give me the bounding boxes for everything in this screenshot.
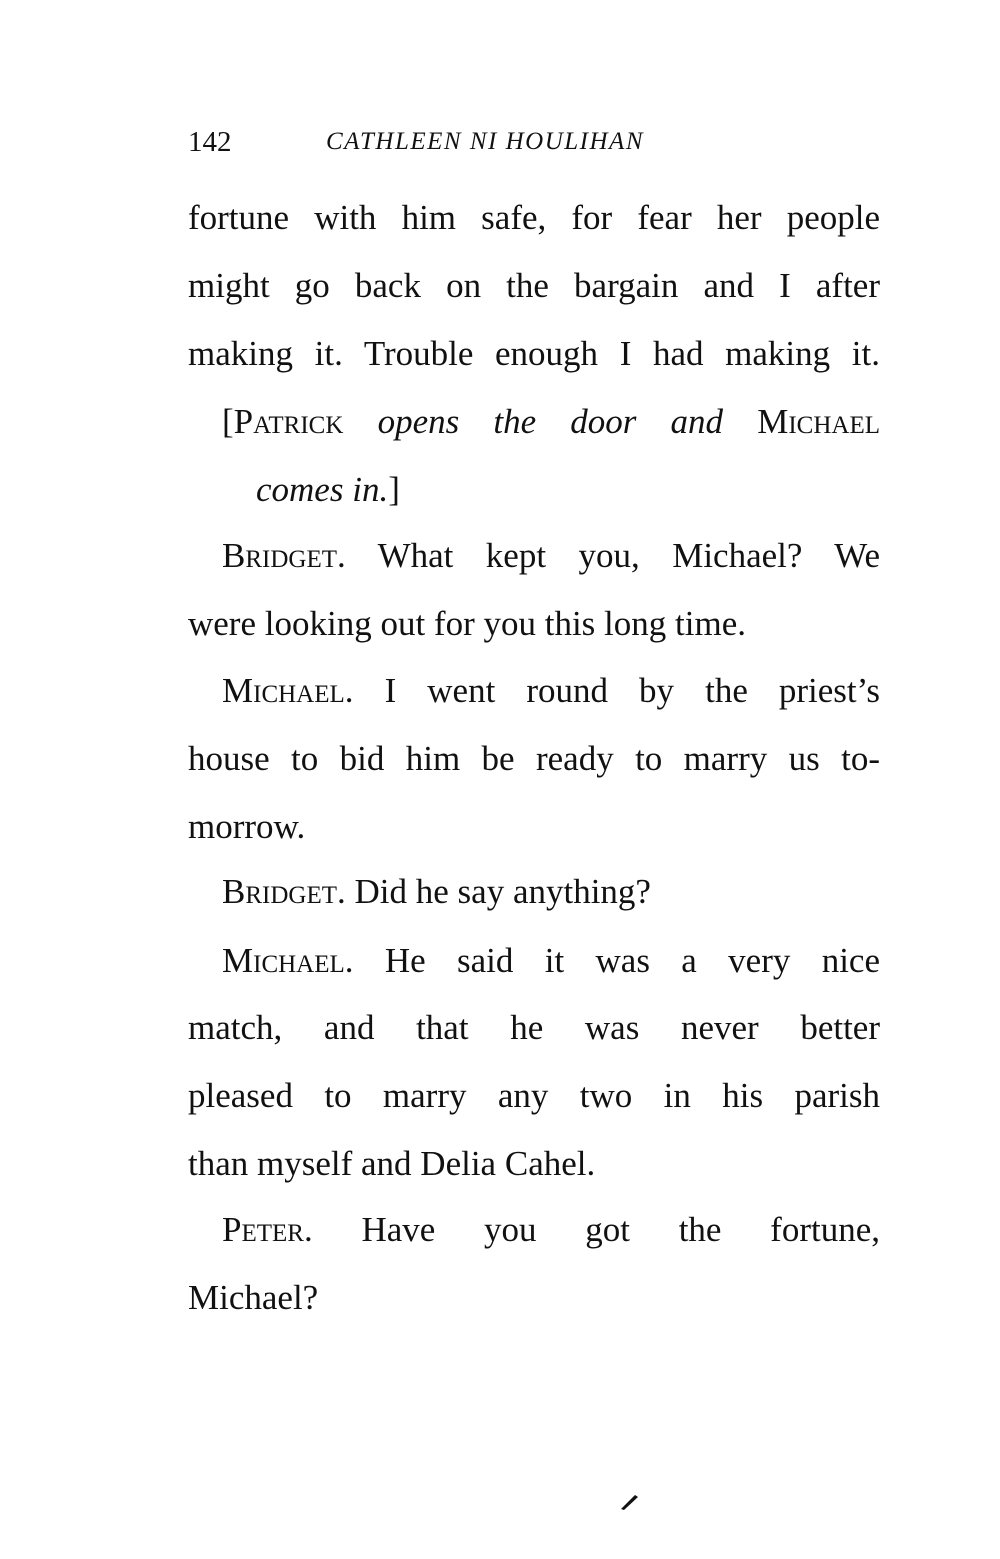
speech-text: What kept you, Michael? We [377, 536, 880, 575]
text-line: were looking out for you this long time. [188, 604, 746, 643]
speech-line [222, 666, 880, 716]
stage-direction-continued [256, 465, 880, 515]
bracket: [ [222, 402, 234, 441]
running-head [188, 122, 880, 162]
pen-mark-icon [618, 1490, 640, 1512]
text-line: pleased to marry any two in his parish [188, 1076, 880, 1115]
stage-direction [222, 397, 880, 447]
bracket: ] [388, 470, 400, 509]
speech-text: Did he say anything? [354, 872, 651, 911]
speech-text: He said it was a very nice [384, 941, 880, 980]
text-line: Michael? [188, 1278, 319, 1317]
text-line: morrow. [188, 807, 306, 846]
running-title: CATHLEEN NI HOULIHAN [326, 128, 644, 155]
text-line: might go back on the bargain and I after [188, 266, 880, 305]
page-number: 142 [188, 126, 232, 158]
text-line: house to bid him be ready to marry us to- [188, 739, 880, 778]
speech-line [222, 867, 880, 917]
text-line: fortune with him safe, for fear her people [188, 198, 880, 237]
character-name: Patrick [233, 402, 344, 441]
stage-direction-text: comes in. [256, 470, 389, 509]
speech-text: Have you got the fortune, [361, 1210, 880, 1249]
speech-line [222, 531, 880, 581]
speech-text: I went round by the priest’s [384, 671, 880, 710]
speaker-name: Bridget. [222, 536, 346, 575]
stage-direction-text: opens the door and [377, 402, 724, 441]
text-line: than myself and Delia Cahel. [188, 1144, 596, 1183]
speech-line [222, 936, 880, 986]
speaker-name: Bridget. [222, 872, 346, 911]
speaker-name: Michael. [222, 671, 354, 710]
text-line: making it. Trouble enough I had making it. [188, 334, 880, 373]
speaker-name: Peter. [222, 1210, 313, 1249]
text-line: match, and that he was never better [188, 1008, 880, 1047]
speech-line [222, 1205, 880, 1255]
speaker-name: Michael. [222, 941, 354, 980]
character-name: Michael [757, 402, 880, 441]
